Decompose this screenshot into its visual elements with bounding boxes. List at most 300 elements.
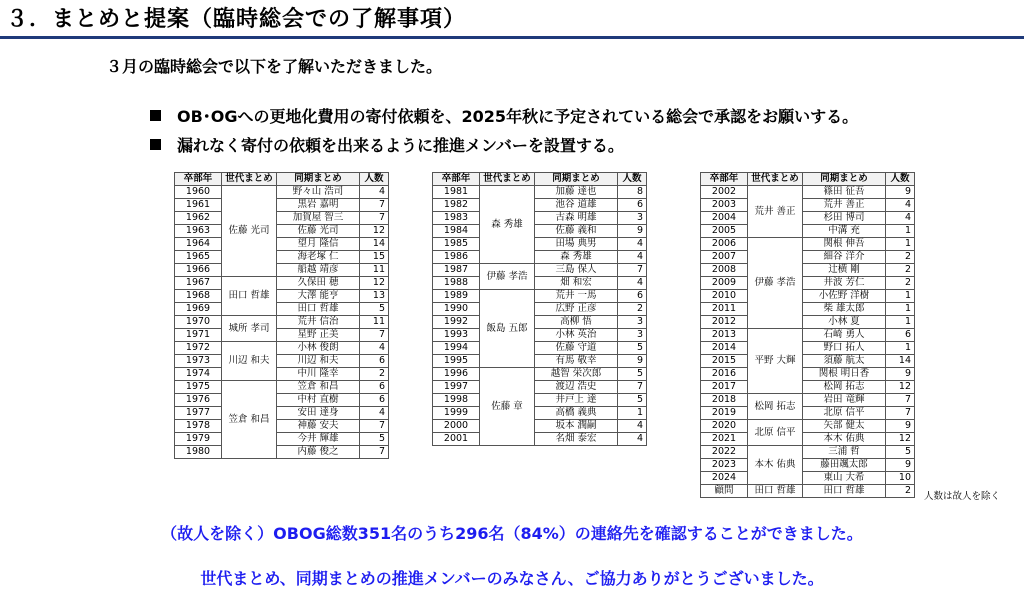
count-cell: 11 bbox=[360, 264, 389, 277]
cohort-member-cell: 田口 哲雄 bbox=[277, 303, 360, 316]
intro-text: ３月の臨時総会で以下を了解いただきました。 bbox=[106, 57, 443, 76]
cohort-member-cell: 有馬 敬幸 bbox=[535, 355, 618, 368]
table-row bbox=[433, 225, 647, 238]
cohort-member-cell: 北原 信平 bbox=[803, 407, 886, 420]
year-cell: 2014 bbox=[701, 342, 748, 355]
table-row bbox=[701, 446, 915, 459]
cohort-member-cell: 荒井 信治 bbox=[277, 316, 360, 329]
count-cell: 3 bbox=[618, 212, 647, 225]
generation-cell: 伊藤 孝浩 bbox=[748, 238, 803, 329]
cohort-member-cell: 荒井 一馬 bbox=[535, 290, 618, 303]
bullet-text: 漏れなく寄付の依頼を出来るように推進メンバーを設置する。 bbox=[177, 136, 624, 155]
table-header-row bbox=[701, 173, 915, 186]
year-cell: 1993 bbox=[433, 329, 480, 342]
member-table-3 bbox=[700, 172, 915, 498]
generation-cell: 松岡 拓志 bbox=[748, 394, 803, 420]
cohort-member-cell: 畑 和宏 bbox=[535, 277, 618, 290]
table-row bbox=[175, 212, 389, 225]
cohort-member-cell: 田場 典男 bbox=[535, 238, 618, 251]
table-row bbox=[701, 407, 915, 420]
cohort-member-cell: 中川 隆幸 bbox=[277, 368, 360, 381]
year-cell: 1988 bbox=[433, 277, 480, 290]
cohort-member-cell: 松岡 拓志 bbox=[803, 381, 886, 394]
table-row bbox=[701, 290, 915, 303]
cohort-member-cell: 小林 英治 bbox=[535, 329, 618, 342]
year-cell: 2012 bbox=[701, 316, 748, 329]
count-cell: 7 bbox=[360, 329, 389, 342]
count-cell: 5 bbox=[618, 368, 647, 381]
year-cell: 1979 bbox=[175, 433, 222, 446]
year-cell: 1981 bbox=[433, 186, 480, 199]
count-cell: 7 bbox=[360, 446, 389, 459]
table-row bbox=[701, 303, 915, 316]
year-cell: 1989 bbox=[433, 290, 480, 303]
header-year: 卒部年 bbox=[701, 173, 748, 186]
cohort-member-cell: 荒井 善正 bbox=[803, 199, 886, 212]
count-cell: 5 bbox=[618, 342, 647, 355]
count-cell: 4 bbox=[618, 420, 647, 433]
generation-cell: 佐藤 章 bbox=[480, 368, 535, 446]
year-cell: 1997 bbox=[433, 381, 480, 394]
count-cell: 9 bbox=[618, 355, 647, 368]
year-cell: 1990 bbox=[433, 303, 480, 316]
cohort-member-cell: 古森 明雄 bbox=[535, 212, 618, 225]
year-cell: 2020 bbox=[701, 420, 748, 433]
table-row bbox=[701, 225, 915, 238]
count-cell: 8 bbox=[618, 186, 647, 199]
table-row bbox=[701, 199, 915, 212]
generation-cell: 荒井 善正 bbox=[748, 186, 803, 238]
member-table-2 bbox=[432, 172, 647, 446]
cohort-member-cell: 森 秀雄 bbox=[535, 251, 618, 264]
header-generation: 世代まとめ bbox=[748, 173, 803, 186]
header-count: 人数 bbox=[618, 173, 647, 186]
year-cell: 1980 bbox=[175, 446, 222, 459]
cohort-member-cell: 田口 哲雄 bbox=[803, 485, 886, 498]
year-cell: 1975 bbox=[175, 381, 222, 394]
cohort-member-cell: 望月 隆信 bbox=[277, 238, 360, 251]
square-bullet-icon bbox=[150, 110, 161, 121]
year-cell: 1985 bbox=[433, 238, 480, 251]
year-cell: 2001 bbox=[433, 433, 480, 446]
table-row bbox=[433, 368, 647, 381]
table-row bbox=[701, 485, 915, 498]
cohort-member-cell: 辻横 剛 bbox=[803, 264, 886, 277]
count-cell: 2 bbox=[618, 303, 647, 316]
header-count: 人数 bbox=[360, 173, 389, 186]
cohort-member-cell: 関根 伸吾 bbox=[803, 238, 886, 251]
table-row bbox=[175, 303, 389, 316]
header-cohort: 同期まとめ bbox=[277, 173, 360, 186]
cohort-member-cell: 名畑 泰宏 bbox=[535, 433, 618, 446]
year-cell: 1986 bbox=[433, 251, 480, 264]
table-row bbox=[701, 264, 915, 277]
count-cell: 2 bbox=[886, 277, 915, 290]
table-row bbox=[433, 199, 647, 212]
year-cell: 2021 bbox=[701, 433, 748, 446]
generation-cell: 城所 孝司 bbox=[222, 316, 277, 342]
table-row bbox=[433, 238, 647, 251]
year-cell: 1970 bbox=[175, 316, 222, 329]
cohort-member-cell: 細谷 洋介 bbox=[803, 251, 886, 264]
table-row bbox=[175, 186, 389, 199]
count-cell: 3 bbox=[618, 329, 647, 342]
table-row bbox=[701, 472, 915, 485]
generation-cell: 森 秀雄 bbox=[480, 186, 535, 264]
cohort-member-cell: 広野 正彦 bbox=[535, 303, 618, 316]
generation-cell: 北原 信平 bbox=[748, 420, 803, 446]
header-cohort: 同期まとめ bbox=[535, 173, 618, 186]
year-cell: 1994 bbox=[433, 342, 480, 355]
count-cell: 7 bbox=[360, 420, 389, 433]
table-row bbox=[175, 407, 389, 420]
count-cell: 2 bbox=[886, 251, 915, 264]
year-cell: 1977 bbox=[175, 407, 222, 420]
generation-cell: 田口 哲雄 bbox=[748, 485, 803, 498]
count-cell: 7 bbox=[360, 199, 389, 212]
square-bullet-icon bbox=[150, 139, 161, 150]
count-cell: 5 bbox=[360, 433, 389, 446]
cohort-member-cell: 星野 正美 bbox=[277, 329, 360, 342]
cohort-member-cell: 越智 栄次郎 bbox=[535, 368, 618, 381]
cohort-member-cell: 佐藤 守道 bbox=[535, 342, 618, 355]
table-row bbox=[433, 355, 647, 368]
cohort-member-cell: 川辺 和夫 bbox=[277, 355, 360, 368]
count-cell: 4 bbox=[360, 186, 389, 199]
cohort-member-cell: 久保田 穂 bbox=[277, 277, 360, 290]
count-cell: 6 bbox=[618, 199, 647, 212]
year-cell: 2009 bbox=[701, 277, 748, 290]
year-cell: 1971 bbox=[175, 329, 222, 342]
table-header-row bbox=[433, 173, 647, 186]
table-row bbox=[175, 199, 389, 212]
generation-cell: 田口 哲雄 bbox=[222, 277, 277, 316]
table-row bbox=[433, 303, 647, 316]
year-cell: 2017 bbox=[701, 381, 748, 394]
count-cell: 7 bbox=[886, 407, 915, 420]
table-row bbox=[433, 264, 647, 277]
table-row bbox=[433, 212, 647, 225]
count-cell: 11 bbox=[360, 316, 389, 329]
year-cell: 2002 bbox=[701, 186, 748, 199]
year-cell: 2016 bbox=[701, 368, 748, 381]
table-row bbox=[175, 290, 389, 303]
year-cell: 2010 bbox=[701, 290, 748, 303]
table-row bbox=[701, 394, 915, 407]
table-row bbox=[701, 238, 915, 251]
cohort-member-cell: 井波 芳仁 bbox=[803, 277, 886, 290]
count-cell: 9 bbox=[618, 225, 647, 238]
year-cell: 1995 bbox=[433, 355, 480, 368]
table-row bbox=[701, 329, 915, 342]
year-cell: 1961 bbox=[175, 199, 222, 212]
page-title: ３．まとめと提案（臨時総会での了解事項） bbox=[6, 7, 467, 32]
table-row bbox=[701, 186, 915, 199]
count-cell: 4 bbox=[360, 407, 389, 420]
year-cell: 2005 bbox=[701, 225, 748, 238]
table-row bbox=[701, 355, 915, 368]
cohort-member-cell: 池谷 道雄 bbox=[535, 199, 618, 212]
count-cell: 9 bbox=[886, 186, 915, 199]
table-row bbox=[433, 420, 647, 433]
header-year: 卒部年 bbox=[433, 173, 480, 186]
table-row bbox=[433, 407, 647, 420]
table-row bbox=[175, 264, 389, 277]
table-row bbox=[701, 316, 915, 329]
count-cell: 10 bbox=[886, 472, 915, 485]
table-row bbox=[175, 420, 389, 433]
cohort-member-cell: 矢部 健太 bbox=[803, 420, 886, 433]
year-cell: 2019 bbox=[701, 407, 748, 420]
table-row bbox=[175, 329, 389, 342]
title-underline bbox=[0, 36, 1024, 39]
member-table-1 bbox=[174, 172, 389, 459]
count-cell: 1 bbox=[886, 238, 915, 251]
table-row bbox=[701, 381, 915, 394]
year-cell: 1983 bbox=[433, 212, 480, 225]
cohort-member-cell: 藤田颯太郎 bbox=[803, 459, 886, 472]
table-row bbox=[433, 186, 647, 199]
cohort-member-cell: 中村 直樹 bbox=[277, 394, 360, 407]
generation-cell: 伊藤 孝浩 bbox=[480, 264, 535, 290]
table-row bbox=[701, 368, 915, 381]
year-cell: 1965 bbox=[175, 251, 222, 264]
count-cell: 9 bbox=[886, 368, 915, 381]
count-cell: 6 bbox=[360, 394, 389, 407]
count-cell: 7 bbox=[618, 381, 647, 394]
table-header-row bbox=[175, 173, 389, 186]
cohort-member-cell: 小林 俊朗 bbox=[277, 342, 360, 355]
cohort-member-cell: 笠倉 和昌 bbox=[277, 381, 360, 394]
cohort-member-cell: 内藤 俊之 bbox=[277, 446, 360, 459]
cohort-member-cell: 佐藤 義和 bbox=[535, 225, 618, 238]
year-cell: 1966 bbox=[175, 264, 222, 277]
year-cell: 2022 bbox=[701, 446, 748, 459]
table-row bbox=[701, 277, 915, 290]
cohort-member-cell: 坂本 潤嗣 bbox=[535, 420, 618, 433]
cohort-member-cell: 海老塚 仁 bbox=[277, 251, 360, 264]
year-cell: 1964 bbox=[175, 238, 222, 251]
cohort-member-cell: 本木 佑典 bbox=[803, 433, 886, 446]
header-generation: 世代まとめ bbox=[222, 173, 277, 186]
count-cell: 1 bbox=[886, 303, 915, 316]
count-cell: 1 bbox=[886, 290, 915, 303]
count-cell: 4 bbox=[886, 212, 915, 225]
count-cell: 9 bbox=[886, 420, 915, 433]
table-row bbox=[433, 394, 647, 407]
cohort-member-cell: 篠田 征吾 bbox=[803, 186, 886, 199]
year-cell: 顧問 bbox=[701, 485, 748, 498]
year-cell: 2024 bbox=[701, 472, 748, 485]
table-row bbox=[433, 342, 647, 355]
year-cell: 2007 bbox=[701, 251, 748, 264]
cohort-member-cell: 関根 明日香 bbox=[803, 368, 886, 381]
table-row bbox=[175, 342, 389, 355]
cohort-member-cell: 高橋 義典 bbox=[535, 407, 618, 420]
generation-cell: 笠倉 和昌 bbox=[222, 381, 277, 459]
cohort-member-cell: 小林 夏 bbox=[803, 316, 886, 329]
bullet-item bbox=[150, 133, 624, 156]
year-cell: 2018 bbox=[701, 394, 748, 407]
count-cell: 1 bbox=[886, 342, 915, 355]
header-generation: 世代まとめ bbox=[480, 173, 535, 186]
count-cell: 1 bbox=[886, 316, 915, 329]
cohort-member-cell: 須藤 航太 bbox=[803, 355, 886, 368]
generation-cell: 飯島 五郎 bbox=[480, 290, 535, 368]
table-row bbox=[433, 433, 647, 446]
year-cell: 2015 bbox=[701, 355, 748, 368]
count-cell: 12 bbox=[886, 381, 915, 394]
cohort-member-cell: 井戸上 達 bbox=[535, 394, 618, 407]
count-cell: 12 bbox=[360, 225, 389, 238]
table-row bbox=[175, 316, 389, 329]
cohort-member-cell: 黒岩 嘉明 bbox=[277, 199, 360, 212]
count-cell: 15 bbox=[360, 251, 389, 264]
table-row bbox=[701, 459, 915, 472]
year-cell: 1967 bbox=[175, 277, 222, 290]
count-cell: 2 bbox=[886, 485, 915, 498]
count-cell: 4 bbox=[360, 342, 389, 355]
cohort-member-cell: 東山 大希 bbox=[803, 472, 886, 485]
header-count: 人数 bbox=[886, 173, 915, 186]
cohort-member-cell: 加藤 達也 bbox=[535, 186, 618, 199]
cohort-member-cell: 石崎 勇人 bbox=[803, 329, 886, 342]
bullet-text: OB･OGへの更地化費用の寄付依頼を、2025年秋に予定されている総会で承認をお願いする。 bbox=[177, 107, 859, 126]
cohort-member-cell: 野口 拓人 bbox=[803, 342, 886, 355]
cohort-member-cell: 大澤 能亨 bbox=[277, 290, 360, 303]
count-cell: 9 bbox=[886, 459, 915, 472]
count-cell: 2 bbox=[886, 264, 915, 277]
header-year: 卒部年 bbox=[175, 173, 222, 186]
table-row bbox=[433, 251, 647, 264]
count-cell: 14 bbox=[886, 355, 915, 368]
cohort-member-cell: 杉田 博司 bbox=[803, 212, 886, 225]
year-cell: 1974 bbox=[175, 368, 222, 381]
footnote: 人数は故人を除く bbox=[924, 491, 1001, 502]
year-cell: 1987 bbox=[433, 264, 480, 277]
count-cell: 2 bbox=[360, 368, 389, 381]
table-row bbox=[433, 277, 647, 290]
year-cell: 1984 bbox=[433, 225, 480, 238]
cohort-member-cell: 岩田 竜輝 bbox=[803, 394, 886, 407]
count-cell: 7 bbox=[618, 264, 647, 277]
year-cell: 2013 bbox=[701, 329, 748, 342]
year-cell: 1999 bbox=[433, 407, 480, 420]
year-cell: 2003 bbox=[701, 199, 748, 212]
count-cell: 4 bbox=[618, 277, 647, 290]
table-row bbox=[175, 355, 389, 368]
count-cell: 4 bbox=[618, 251, 647, 264]
year-cell: 2011 bbox=[701, 303, 748, 316]
table-row bbox=[701, 342, 915, 355]
year-cell: 1968 bbox=[175, 290, 222, 303]
table-row bbox=[701, 433, 915, 446]
cohort-member-cell: 今井 輝雄 bbox=[277, 433, 360, 446]
count-cell: 6 bbox=[886, 329, 915, 342]
table-row bbox=[701, 420, 915, 433]
cohort-member-cell: 高柳 悟 bbox=[535, 316, 618, 329]
year-cell: 1969 bbox=[175, 303, 222, 316]
cohort-member-cell: 船越 靖彦 bbox=[277, 264, 360, 277]
count-cell: 6 bbox=[360, 381, 389, 394]
year-cell: 1982 bbox=[433, 199, 480, 212]
table-row bbox=[701, 212, 915, 225]
table-row bbox=[433, 290, 647, 303]
year-cell: 2000 bbox=[433, 420, 480, 433]
cohort-member-cell: 安田 達身 bbox=[277, 407, 360, 420]
cohort-member-cell: 佐藤 光司 bbox=[277, 225, 360, 238]
year-cell: 1972 bbox=[175, 342, 222, 355]
year-cell: 1963 bbox=[175, 225, 222, 238]
count-cell: 12 bbox=[886, 433, 915, 446]
count-cell: 4 bbox=[618, 238, 647, 251]
table-row bbox=[433, 316, 647, 329]
summary-line-1: （故人を除く）OBOG総数351名のうち296名（84%）の連絡先を確認することができました。 bbox=[161, 524, 863, 543]
year-cell: 1976 bbox=[175, 394, 222, 407]
year-cell: 1978 bbox=[175, 420, 222, 433]
count-cell: 7 bbox=[886, 394, 915, 407]
year-cell: 2023 bbox=[701, 459, 748, 472]
generation-cell: 佐藤 光司 bbox=[222, 186, 277, 277]
table-row bbox=[175, 251, 389, 264]
header-cohort: 同期まとめ bbox=[803, 173, 886, 186]
count-cell: 3 bbox=[618, 316, 647, 329]
table-row bbox=[175, 433, 389, 446]
count-cell: 5 bbox=[618, 394, 647, 407]
count-cell: 14 bbox=[360, 238, 389, 251]
year-cell: 2004 bbox=[701, 212, 748, 225]
generation-cell: 平野 大輝 bbox=[748, 329, 803, 394]
cohort-member-cell: 柴 雄太郎 bbox=[803, 303, 886, 316]
year-cell: 1992 bbox=[433, 316, 480, 329]
count-cell: 6 bbox=[360, 355, 389, 368]
table-row bbox=[175, 238, 389, 251]
year-cell: 2008 bbox=[701, 264, 748, 277]
table-row bbox=[175, 381, 389, 394]
table-row bbox=[175, 368, 389, 381]
count-cell: 6 bbox=[618, 290, 647, 303]
table-row bbox=[433, 329, 647, 342]
year-cell: 1962 bbox=[175, 212, 222, 225]
year-cell: 1973 bbox=[175, 355, 222, 368]
count-cell: 7 bbox=[360, 212, 389, 225]
year-cell: 2006 bbox=[701, 238, 748, 251]
cohort-member-cell: 加賀屋 智三 bbox=[277, 212, 360, 225]
generation-cell: 本木 佑典 bbox=[748, 446, 803, 485]
count-cell: 1 bbox=[886, 225, 915, 238]
cohort-member-cell: 野々山 浩司 bbox=[277, 186, 360, 199]
year-cell: 1960 bbox=[175, 186, 222, 199]
count-cell: 4 bbox=[618, 433, 647, 446]
year-cell: 1998 bbox=[433, 394, 480, 407]
table-row bbox=[175, 394, 389, 407]
count-cell: 5 bbox=[360, 303, 389, 316]
count-cell: 1 bbox=[618, 407, 647, 420]
cohort-member-cell: 神藤 安夫 bbox=[277, 420, 360, 433]
bullet-item bbox=[150, 104, 858, 127]
count-cell: 12 bbox=[360, 277, 389, 290]
table-row bbox=[175, 446, 389, 459]
count-cell: 4 bbox=[886, 199, 915, 212]
year-cell: 1996 bbox=[433, 368, 480, 381]
table-row bbox=[701, 251, 915, 264]
count-cell: 5 bbox=[886, 446, 915, 459]
table-row bbox=[175, 225, 389, 238]
cohort-member-cell: 中溝 充 bbox=[803, 225, 886, 238]
table-row bbox=[433, 381, 647, 394]
cohort-member-cell: 渡辺 浩史 bbox=[535, 381, 618, 394]
cohort-member-cell: 三浦 哲 bbox=[803, 446, 886, 459]
